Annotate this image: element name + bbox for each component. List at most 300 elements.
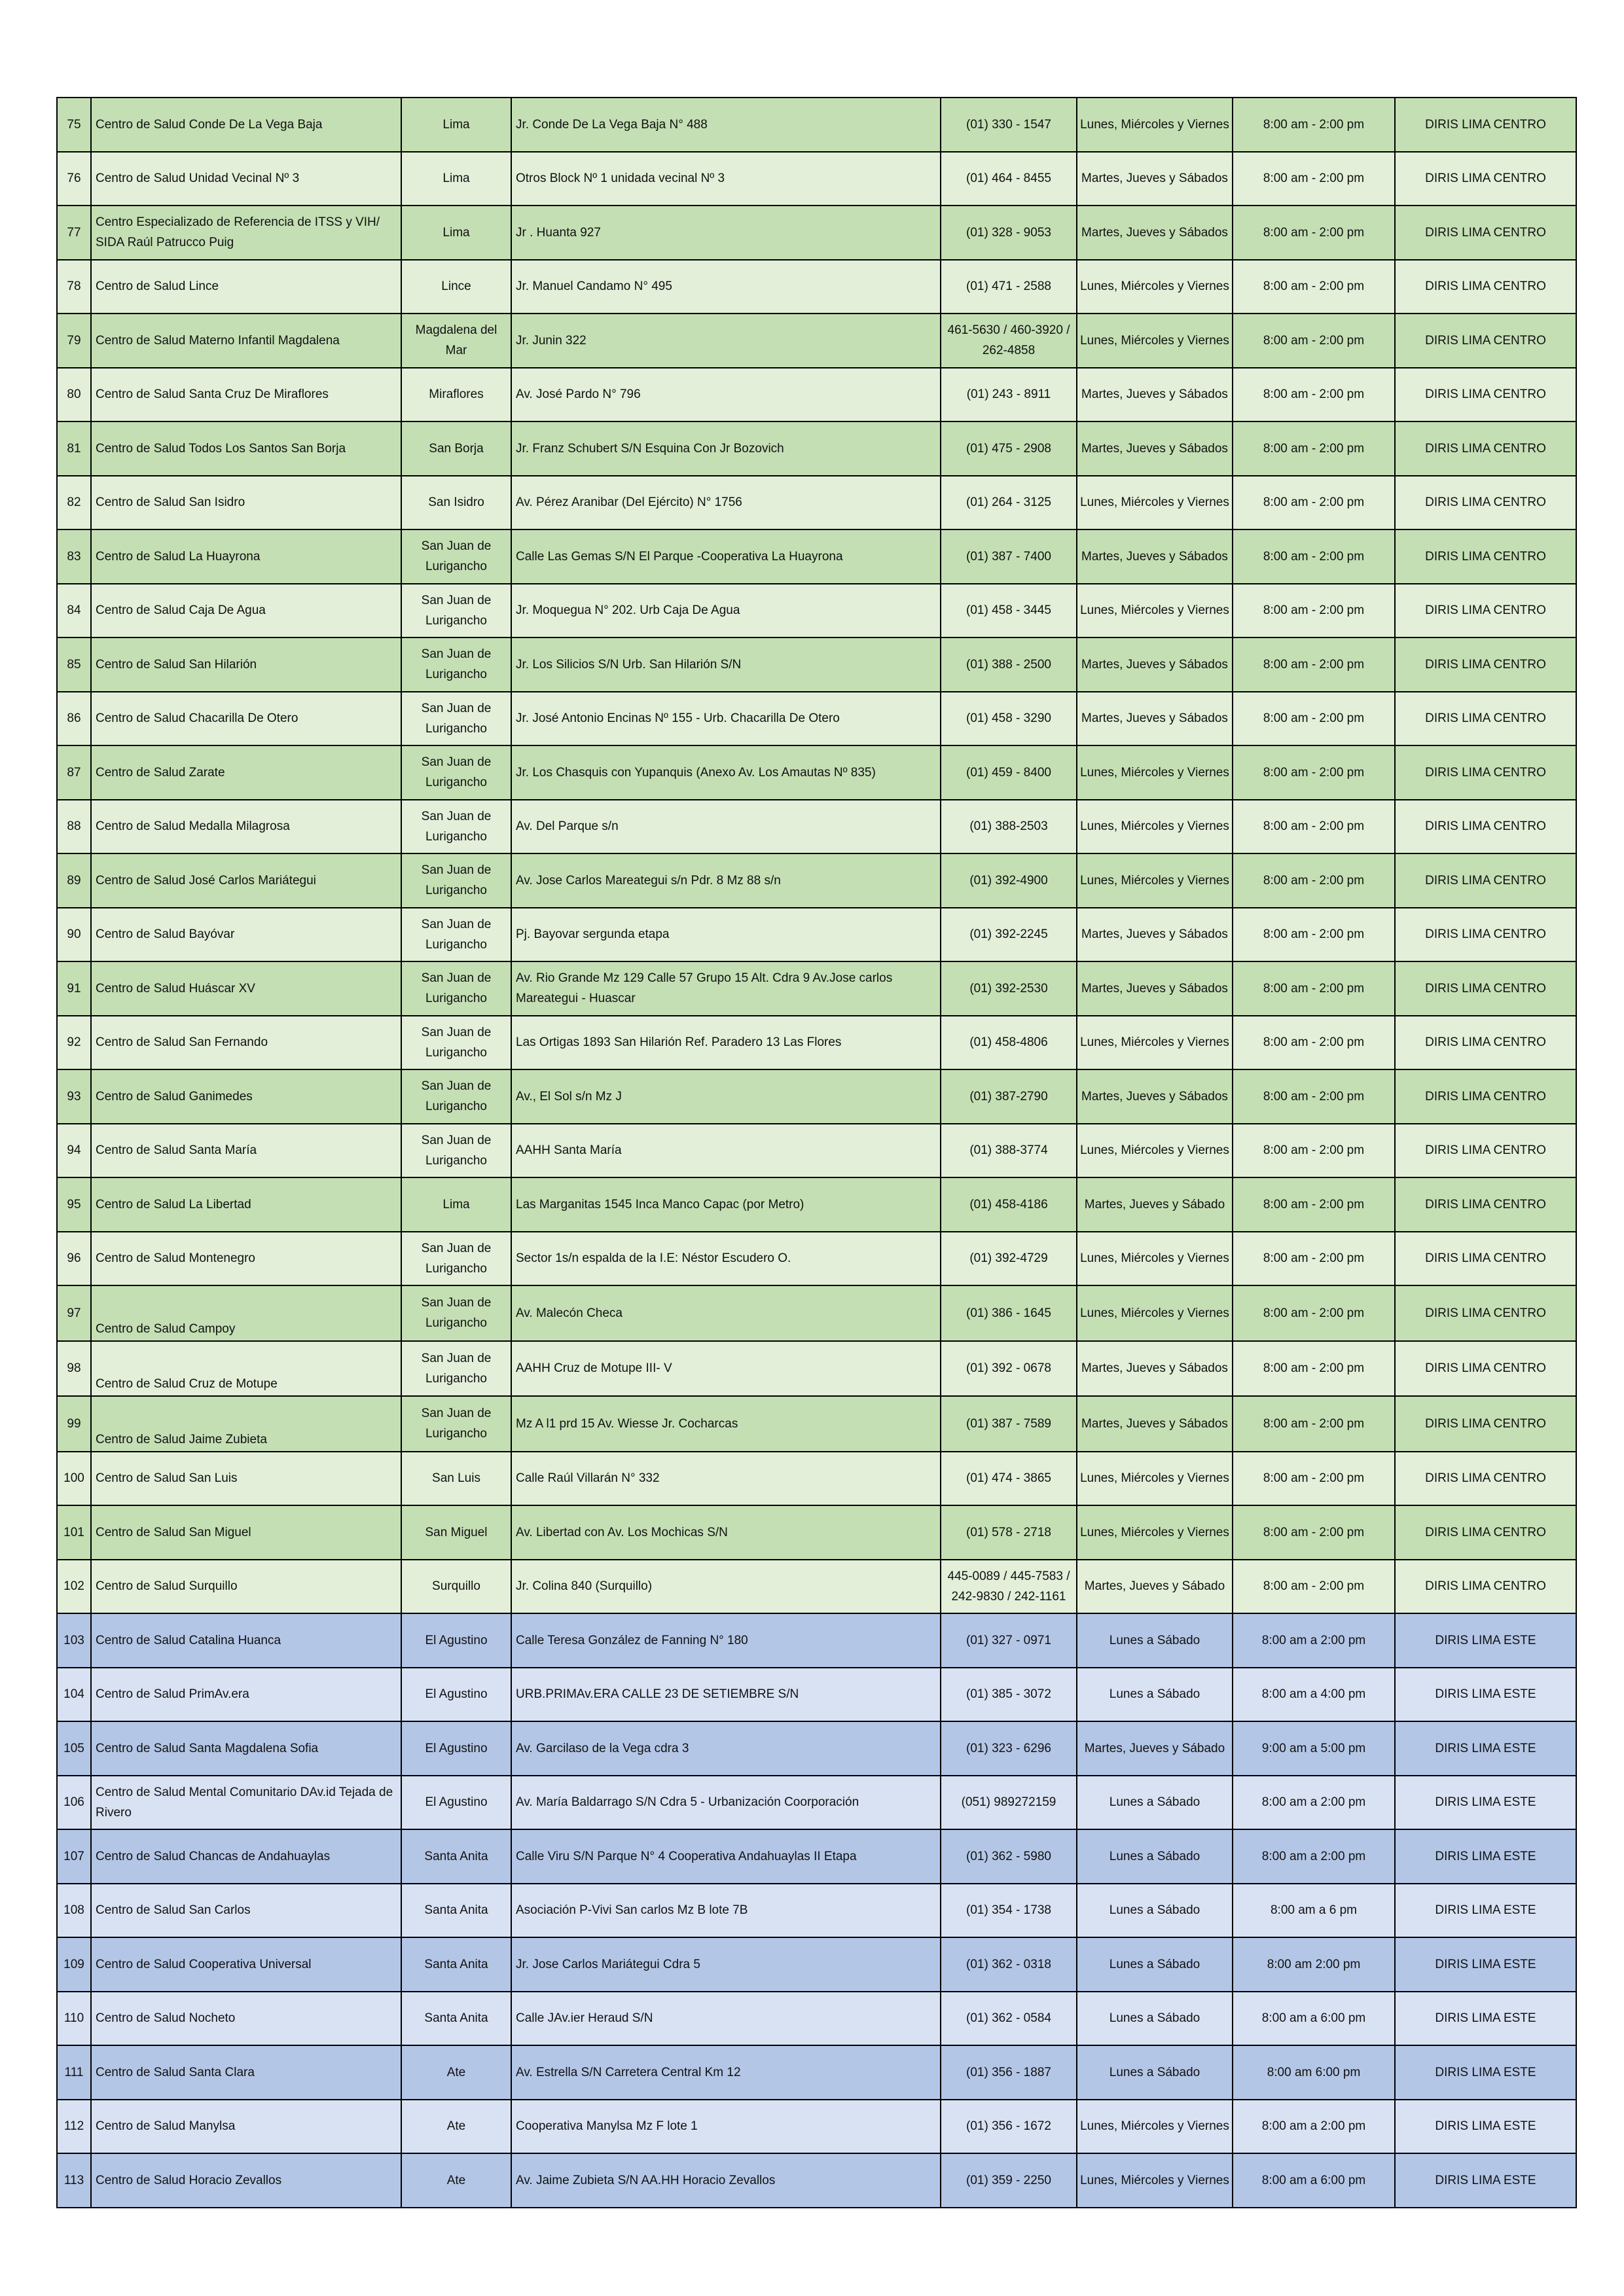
service-days-cell: Martes, Jueves y Sábados: [1077, 1396, 1233, 1452]
diris-cell: DIRIS LIMA ESTE: [1395, 2045, 1576, 2100]
diris-cell: DIRIS LIMA CENTRO: [1395, 692, 1576, 746]
district-cell: San Borja: [401, 422, 511, 476]
row-number-cell: 99: [57, 1396, 91, 1452]
phone-cell: (01) 323 - 6296: [941, 1721, 1077, 1776]
district-cell: El Agustino: [401, 1776, 511, 1830]
table-row: [57, 584, 1576, 638]
address-cell: Jr. Jose Carlos Mariátegui Cdra 5: [511, 1937, 941, 1992]
row-number-cell: 96: [57, 1232, 91, 1286]
center-name-cell: Centro de Salud San Luis: [91, 1452, 401, 1506]
address-cell: Av. Pérez Aranibar (Del Ejército) N° 1756: [511, 476, 941, 530]
service-days-cell: Lunes a Sábado: [1077, 1613, 1233, 1668]
row-number-cell: 77: [57, 206, 91, 260]
address-cell: Av. Jaime Zubieta S/N AA.HH Horacio Zevallos: [511, 2153, 941, 2208]
center-name-cell: Centro de Salud Surquillo: [91, 1560, 401, 1614]
district-cell: Surquillo: [401, 1560, 511, 1614]
address-cell: Pj. Bayovar sergunda etapa: [511, 908, 941, 962]
service-days-cell: Martes, Jueves y Sábado: [1077, 1560, 1233, 1614]
district-cell: San Juan de Lurigancho: [401, 1341, 511, 1397]
diris-cell: DIRIS LIMA CENTRO: [1395, 800, 1576, 854]
phone-cell: (01) 387-2790: [941, 1069, 1077, 1124]
row-number-cell: 85: [57, 637, 91, 692]
service-hours-cell: 8:00 am - 2:00 pm: [1233, 1177, 1395, 1232]
service-hours-cell: 8:00 am a 6:00 pm: [1233, 1992, 1395, 2046]
center-name-cell: Centro de Salud Nocheto: [91, 1992, 401, 2046]
diris-cell: DIRIS LIMA CENTRO: [1395, 529, 1576, 584]
diris-cell: DIRIS LIMA ESTE: [1395, 1776, 1576, 1830]
phone-cell: (01) 471 - 2588: [941, 260, 1077, 314]
phone-cell: (01) 388-2503: [941, 800, 1077, 854]
table-row: [57, 1069, 1576, 1124]
diris-cell: DIRIS LIMA CENTRO: [1395, 98, 1576, 152]
service-hours-cell: 8:00 am a 2:00 pm: [1233, 2100, 1395, 2154]
center-name-cell: Centro de Salud Santa Cruz De Miraflores: [91, 368, 401, 422]
center-name-cell: Centro de Salud Medalla Milagrosa: [91, 800, 401, 854]
center-name-cell: Centro de Salud Santa Magdalena Sofia: [91, 1721, 401, 1776]
center-name-cell: Centro de Salud Chancas de Andahuaylas: [91, 1829, 401, 1884]
diris-cell: DIRIS LIMA ESTE: [1395, 1992, 1576, 2046]
diris-cell: DIRIS LIMA ESTE: [1395, 1668, 1576, 1722]
center-name-cell: Centro de Salud Caja De Agua: [91, 584, 401, 638]
row-number-cell: 83: [57, 529, 91, 584]
diris-cell: DIRIS LIMA CENTRO: [1395, 260, 1576, 314]
service-hours-cell: 8:00 am - 2:00 pm: [1233, 1452, 1395, 1506]
diris-cell: DIRIS LIMA CENTRO: [1395, 961, 1576, 1016]
phone-cell: (01) 458 - 3290: [941, 692, 1077, 746]
table-row: [57, 1776, 1576, 1830]
center-name-cell: Centro de Salud La Libertad: [91, 1177, 401, 1232]
service-hours-cell: 8:00 am - 2:00 pm: [1233, 1232, 1395, 1286]
row-number-cell: 91: [57, 961, 91, 1016]
table-row: [57, 961, 1576, 1016]
district-cell: San Juan de Lurigancho: [401, 584, 511, 638]
center-name-cell: Centro de Salud José Carlos Mariátegui: [91, 853, 401, 908]
service-hours-cell: 8:00 am a 6 pm: [1233, 1884, 1395, 1938]
row-number-cell: 95: [57, 1177, 91, 1232]
diris-cell: DIRIS LIMA ESTE: [1395, 2153, 1576, 2208]
diris-cell: DIRIS LIMA CENTRO: [1395, 152, 1576, 206]
diris-cell: DIRIS LIMA CENTRO: [1395, 1232, 1576, 1286]
phone-cell: (01) 327 - 0971: [941, 1613, 1077, 1668]
row-number-cell: 112: [57, 2100, 91, 2154]
table-row: [57, 853, 1576, 908]
phone-cell: (01) 264 - 3125: [941, 476, 1077, 530]
district-cell: San Isidro: [401, 476, 511, 530]
row-number-cell: 92: [57, 1016, 91, 1070]
diris-cell: DIRIS LIMA CENTRO: [1395, 1016, 1576, 1070]
address-cell: Av. María Baldarrago S/N Cdra 5 - Urbanización Coorporación: [511, 1776, 941, 1830]
service-hours-cell: 8:00 am 6:00 pm: [1233, 2045, 1395, 2100]
district-cell: Miraflores: [401, 368, 511, 422]
phone-cell: (01) 386 - 1645: [941, 1285, 1077, 1341]
phone-cell: (01) 474 - 3865: [941, 1452, 1077, 1506]
service-hours-cell: 8:00 am a 2:00 pm: [1233, 1613, 1395, 1668]
table-row: [57, 529, 1576, 584]
table-row: [57, 152, 1576, 206]
row-number-cell: 97: [57, 1285, 91, 1341]
row-number-cell: 80: [57, 368, 91, 422]
center-name-cell: Centro de Salud San Fernando: [91, 1016, 401, 1070]
district-cell: San Juan de Lurigancho: [401, 853, 511, 908]
service-hours-cell: 8:00 am - 2:00 pm: [1233, 152, 1395, 206]
district-cell: El Agustino: [401, 1613, 511, 1668]
row-number-cell: 88: [57, 800, 91, 854]
table-row: [57, 692, 1576, 746]
district-cell: Lima: [401, 1177, 511, 1232]
service-days-cell: Martes, Jueves y Sábados: [1077, 908, 1233, 962]
service-hours-cell: 8:00 am - 2:00 pm: [1233, 314, 1395, 368]
table-row: [57, 2153, 1576, 2208]
diris-cell: DIRIS LIMA CENTRO: [1395, 637, 1576, 692]
row-number-cell: 102: [57, 1560, 91, 1614]
address-cell: Jr. Manuel Candamo N° 495: [511, 260, 941, 314]
row-number-cell: 98: [57, 1341, 91, 1397]
center-name-cell: Centro Especializado de Referencia de ITSS y VIH/ SIDA Raúl Patrucco Puig: [91, 206, 401, 260]
table-row: [57, 260, 1576, 314]
service-days-cell: Lunes, Miércoles y Viernes: [1077, 2153, 1233, 2208]
phone-cell: (01) 464 - 8455: [941, 152, 1077, 206]
row-number-cell: 104: [57, 1668, 91, 1722]
center-name-cell: Centro de Salud Lince: [91, 260, 401, 314]
table-row: [57, 206, 1576, 260]
service-days-cell: Martes, Jueves y Sábados: [1077, 529, 1233, 584]
service-days-cell: Lunes a Sábado: [1077, 1829, 1233, 1884]
phone-cell: (01) 330 - 1547: [941, 98, 1077, 152]
address-cell: Jr. Junin 322: [511, 314, 941, 368]
row-number-cell: 89: [57, 853, 91, 908]
address-cell: Jr. Moquegua N° 202. Urb Caja De Agua: [511, 584, 941, 638]
phone-cell: (01) 459 - 8400: [941, 745, 1077, 800]
service-hours-cell: 8:00 am - 2:00 pm: [1233, 1285, 1395, 1341]
diris-cell: DIRIS LIMA CENTRO: [1395, 1285, 1576, 1341]
service-hours-cell: 9:00 am a 5:00 pm: [1233, 1721, 1395, 1776]
service-days-cell: Lunes, Miércoles y Viernes: [1077, 1016, 1233, 1070]
district-cell: San Juan de Lurigancho: [401, 1232, 511, 1286]
center-name-cell: Centro de Salud San Isidro: [91, 476, 401, 530]
phone-cell: (01) 388 - 2500: [941, 637, 1077, 692]
address-cell: Calle JAv.ier Heraud S/N: [511, 1992, 941, 2046]
phone-cell: 461-5630 / 460-3920 / 262-4858: [941, 314, 1077, 368]
service-days-cell: Lunes a Sábado: [1077, 1884, 1233, 1938]
service-days-cell: Lunes, Miércoles y Viernes: [1077, 314, 1233, 368]
row-number-cell: 86: [57, 692, 91, 746]
center-name-cell: Centro de Salud Manylsa: [91, 2100, 401, 2154]
health-centers-table: [56, 97, 1577, 2208]
district-cell: San Miguel: [401, 1505, 511, 1560]
phone-cell: (01) 578 - 2718: [941, 1505, 1077, 1560]
address-cell: URB.PRIMAv.ERA CALLE 23 DE SETIEMBRE S/N: [511, 1668, 941, 1722]
diris-cell: DIRIS LIMA CENTRO: [1395, 908, 1576, 962]
phone-cell: (01) 392 - 0678: [941, 1341, 1077, 1397]
center-name-cell: Centro de Salud San Hilarión: [91, 637, 401, 692]
district-cell: Lima: [401, 206, 511, 260]
service-hours-cell: 8:00 am 2:00 pm: [1233, 1937, 1395, 1992]
row-number-cell: 107: [57, 1829, 91, 1884]
phone-cell: (01) 392-4729: [941, 1232, 1077, 1286]
phone-cell: (01) 385 - 3072: [941, 1668, 1077, 1722]
table-row: [57, 1016, 1576, 1070]
service-hours-cell: 8:00 am - 2:00 pm: [1233, 206, 1395, 260]
service-hours-cell: 8:00 am - 2:00 pm: [1233, 584, 1395, 638]
diris-cell: DIRIS LIMA CENTRO: [1395, 422, 1576, 476]
phone-cell: (01) 243 - 8911: [941, 368, 1077, 422]
service-hours-cell: 8:00 am - 2:00 pm: [1233, 1505, 1395, 1560]
diris-cell: DIRIS LIMA CENTRO: [1395, 206, 1576, 260]
diris-cell: DIRIS LIMA CENTRO: [1395, 1177, 1576, 1232]
district-cell: Lima: [401, 152, 511, 206]
address-cell: Calle Las Gemas S/N El Parque -Cooperativa La Huayrona: [511, 529, 941, 584]
address-cell: Calle Raúl Villarán N° 332: [511, 1452, 941, 1506]
address-cell: Av. Del Parque s/n: [511, 800, 941, 854]
service-days-cell: Lunes a Sábado: [1077, 1992, 1233, 2046]
address-cell: Av. Malecón Checa: [511, 1285, 941, 1341]
phone-cell: (01) 388-3774: [941, 1124, 1077, 1178]
district-cell: San Juan de Lurigancho: [401, 1124, 511, 1178]
center-name-cell: Centro de Salud PrimAv.era: [91, 1668, 401, 1722]
service-hours-cell: 8:00 am - 2:00 pm: [1233, 1016, 1395, 1070]
table-row: [57, 1505, 1576, 1560]
address-cell: Av. José Pardo N° 796: [511, 368, 941, 422]
row-number-cell: 111: [57, 2045, 91, 2100]
table-row: [57, 637, 1576, 692]
row-number-cell: 84: [57, 584, 91, 638]
service-days-cell: Lunes, Miércoles y Viernes: [1077, 1124, 1233, 1178]
table-row: [57, 2100, 1576, 2154]
service-days-cell: Martes, Jueves y Sábados: [1077, 368, 1233, 422]
service-days-cell: Martes, Jueves y Sábados: [1077, 1341, 1233, 1397]
address-cell: Otros Block Nº 1 unidada vecinal Nº 3: [511, 152, 941, 206]
service-hours-cell: 8:00 am - 2:00 pm: [1233, 1396, 1395, 1452]
address-cell: Cooperativa Manylsa Mz F lote 1: [511, 2100, 941, 2154]
district-cell: San Juan de Lurigancho: [401, 637, 511, 692]
row-number-cell: 75: [57, 98, 91, 152]
district-cell: San Juan de Lurigancho: [401, 908, 511, 962]
table-row: [57, 1992, 1576, 2046]
center-name-cell: Centro de Salud Jaime Zubieta: [91, 1396, 401, 1452]
phone-cell: (01) 362 - 0584: [941, 1992, 1077, 2046]
row-number-cell: 100: [57, 1452, 91, 1506]
table-row: [57, 1452, 1576, 1506]
district-cell: San Juan de Lurigancho: [401, 1069, 511, 1124]
service-days-cell: Lunes, Miércoles y Viernes: [1077, 745, 1233, 800]
center-name-cell: Centro de Salud Mental Comunitario DAv.id Tejada de Rivero: [91, 1776, 401, 1830]
center-name-cell: Centro de Salud Chacarilla De Otero: [91, 692, 401, 746]
service-hours-cell: 8:00 am - 2:00 pm: [1233, 98, 1395, 152]
phone-cell: (01) 362 - 5980: [941, 1829, 1077, 1884]
phone-cell: (01) 475 - 2908: [941, 422, 1077, 476]
service-hours-cell: 8:00 am - 2:00 pm: [1233, 637, 1395, 692]
address-cell: Jr. Conde De La Vega Baja N° 488: [511, 98, 941, 152]
table-row: [57, 368, 1576, 422]
phone-cell: (01) 387 - 7400: [941, 529, 1077, 584]
service-days-cell: Lunes, Miércoles y Viernes: [1077, 98, 1233, 152]
address-cell: Asociación P-Vivi San carlos Mz B lote 7B: [511, 1884, 941, 1938]
address-cell: Calle Viru S/N Parque N° 4 Cooperativa Andahuaylas II Etapa: [511, 1829, 941, 1884]
district-cell: San Juan de Lurigancho: [401, 529, 511, 584]
district-cell: San Juan de Lurigancho: [401, 800, 511, 854]
diris-cell: DIRIS LIMA CENTRO: [1395, 1452, 1576, 1506]
service-days-cell: Lunes, Miércoles y Viernes: [1077, 1285, 1233, 1341]
service-days-cell: Lunes, Miércoles y Viernes: [1077, 2100, 1233, 2154]
table-row: [57, 1829, 1576, 1884]
phone-cell: (01) 359 - 2250: [941, 2153, 1077, 2208]
address-cell: Mz A l1 prd 15 Av. Wiesse Jr. Cocharcas: [511, 1396, 941, 1452]
row-number-cell: 109: [57, 1937, 91, 1992]
district-cell: San Juan de Lurigancho: [401, 1016, 511, 1070]
center-name-cell: Centro de Salud Conde De La Vega Baja: [91, 98, 401, 152]
service-hours-cell: 8:00 am - 2:00 pm: [1233, 476, 1395, 530]
phone-cell: (01) 392-2530: [941, 961, 1077, 1016]
table-row: [57, 98, 1576, 152]
service-hours-cell: 8:00 am - 2:00 pm: [1233, 529, 1395, 584]
address-cell: Las Ortigas 1893 San Hilarión Ref. Paradero 13 Las Flores: [511, 1016, 941, 1070]
service-days-cell: Lunes a Sábado: [1077, 2045, 1233, 2100]
phone-cell: (01) 458-4806: [941, 1016, 1077, 1070]
table-row: [57, 2045, 1576, 2100]
table-row: [57, 1341, 1576, 1397]
phone-cell: (01) 387 - 7589: [941, 1396, 1077, 1452]
address-cell: Jr. Los Silicios S/N Urb. San Hilarión S/N: [511, 637, 941, 692]
diris-cell: DIRIS LIMA ESTE: [1395, 1884, 1576, 1938]
service-days-cell: Lunes, Miércoles y Viernes: [1077, 260, 1233, 314]
row-number-cell: 101: [57, 1505, 91, 1560]
address-cell: Jr . Huanta 927: [511, 206, 941, 260]
row-number-cell: 106: [57, 1776, 91, 1830]
service-days-cell: Lunes a Sábado: [1077, 1937, 1233, 1992]
row-number-cell: 81: [57, 422, 91, 476]
diris-cell: DIRIS LIMA CENTRO: [1395, 368, 1576, 422]
center-name-cell: Centro de Salud Montenegro: [91, 1232, 401, 1286]
table-row: [57, 1396, 1576, 1452]
table-row: [57, 908, 1576, 962]
row-number-cell: 94: [57, 1124, 91, 1178]
service-hours-cell: 8:00 am - 2:00 pm: [1233, 1069, 1395, 1124]
service-days-cell: Martes, Jueves y Sábados: [1077, 1069, 1233, 1124]
table-row: [57, 745, 1576, 800]
address-cell: Calle Teresa González de Fanning N° 180: [511, 1613, 941, 1668]
address-cell: Sector 1s/n espalda de la I.E: Néstor Escudero O.: [511, 1232, 941, 1286]
table-row: [57, 1177, 1576, 1232]
phone-cell: (01) 328 - 9053: [941, 206, 1077, 260]
diris-cell: DIRIS LIMA CENTRO: [1395, 1560, 1576, 1614]
district-cell: San Juan de Lurigancho: [401, 1285, 511, 1341]
address-cell: Av. Libertad con Av. Los Mochicas S/N: [511, 1505, 941, 1560]
diris-cell: DIRIS LIMA CENTRO: [1395, 1069, 1576, 1124]
service-days-cell: Martes, Jueves y Sábados: [1077, 961, 1233, 1016]
service-hours-cell: 8:00 am - 2:00 pm: [1233, 422, 1395, 476]
service-days-cell: Martes, Jueves y Sábados: [1077, 637, 1233, 692]
phone-cell: (01) 356 - 1672: [941, 2100, 1077, 2154]
service-days-cell: Martes, Jueves y Sábado: [1077, 1721, 1233, 1776]
address-cell: Jr. Franz Schubert S/N Esquina Con Jr Bozovich: [511, 422, 941, 476]
table-row: [57, 476, 1576, 530]
service-days-cell: Lunes a Sábado: [1077, 1776, 1233, 1830]
table-row: [57, 314, 1576, 368]
service-hours-cell: 8:00 am a 2:00 pm: [1233, 1776, 1395, 1830]
service-days-cell: Lunes, Miércoles y Viernes: [1077, 800, 1233, 854]
district-cell: Santa Anita: [401, 1937, 511, 1992]
service-hours-cell: 8:00 am - 2:00 pm: [1233, 1341, 1395, 1397]
row-number-cell: 105: [57, 1721, 91, 1776]
district-cell: El Agustino: [401, 1668, 511, 1722]
table-row: [57, 1285, 1576, 1341]
center-name-cell: Centro de Salud Catalina Huanca: [91, 1613, 401, 1668]
diris-cell: DIRIS LIMA CENTRO: [1395, 476, 1576, 530]
phone-cell: (01) 458-4186: [941, 1177, 1077, 1232]
district-cell: San Juan de Lurigancho: [401, 1396, 511, 1452]
diris-cell: DIRIS LIMA ESTE: [1395, 1613, 1576, 1668]
service-hours-cell: 8:00 am - 2:00 pm: [1233, 800, 1395, 854]
row-number-cell: 78: [57, 260, 91, 314]
row-number-cell: 93: [57, 1069, 91, 1124]
diris-cell: DIRIS LIMA ESTE: [1395, 1721, 1576, 1776]
diris-cell: DIRIS LIMA CENTRO: [1395, 1124, 1576, 1178]
district-cell: Ate: [401, 2045, 511, 2100]
center-name-cell: Centro de Salud Huáscar XV: [91, 961, 401, 1016]
center-name-cell: Centro de Salud Santa Clara: [91, 2045, 401, 2100]
center-name-cell: Centro de Salud Cruz de Motupe: [91, 1341, 401, 1397]
service-hours-cell: 8:00 am - 2:00 pm: [1233, 745, 1395, 800]
diris-cell: DIRIS LIMA CENTRO: [1395, 1341, 1576, 1397]
address-cell: Av. Garcilaso de la Vega cdra 3: [511, 1721, 941, 1776]
district-cell: San Juan de Lurigancho: [401, 745, 511, 800]
table-row: [57, 800, 1576, 854]
district-cell: Lince: [401, 260, 511, 314]
service-hours-cell: 8:00 am - 2:00 pm: [1233, 1124, 1395, 1178]
diris-cell: DIRIS LIMA ESTE: [1395, 1937, 1576, 1992]
service-days-cell: Martes, Jueves y Sábados: [1077, 422, 1233, 476]
phone-cell: 445-0089 / 445-7583 / 242-9830 / 242-1161: [941, 1560, 1077, 1614]
district-cell: Santa Anita: [401, 1992, 511, 2046]
address-cell: Av. Estrella S/N Carretera Central Km 12: [511, 2045, 941, 2100]
table-row: [57, 1721, 1576, 1776]
service-days-cell: Lunes, Miércoles y Viernes: [1077, 1505, 1233, 1560]
center-name-cell: Centro de Salud Horacio Zevallos: [91, 2153, 401, 2208]
center-name-cell: Centro de Salud Cooperativa Universal: [91, 1937, 401, 1992]
service-hours-cell: 8:00 am - 2:00 pm: [1233, 692, 1395, 746]
address-cell: Jr. Colina 840 (Surquillo): [511, 1560, 941, 1614]
center-name-cell: Centro de Salud San Miguel: [91, 1505, 401, 1560]
center-name-cell: Centro de Salud San Carlos: [91, 1884, 401, 1938]
row-number-cell: 110: [57, 1992, 91, 2046]
service-days-cell: Lunes, Miércoles y Viernes: [1077, 1232, 1233, 1286]
address-cell: Av., El Sol s/n Mz J: [511, 1069, 941, 1124]
row-number-cell: 79: [57, 314, 91, 368]
district-cell: Santa Anita: [401, 1829, 511, 1884]
diris-cell: DIRIS LIMA CENTRO: [1395, 853, 1576, 908]
district-cell: San Juan de Lurigancho: [401, 961, 511, 1016]
table-row: [57, 1124, 1576, 1178]
address-cell: Jr. José Antonio Encinas Nº 155 - Urb. Chacarilla De Otero: [511, 692, 941, 746]
table-row: [57, 1884, 1576, 1938]
diris-cell: DIRIS LIMA CENTRO: [1395, 584, 1576, 638]
district-cell: Ate: [401, 2153, 511, 2208]
service-hours-cell: 8:00 am - 2:00 pm: [1233, 853, 1395, 908]
table-row: [57, 1668, 1576, 1722]
service-days-cell: Martes, Jueves y Sábados: [1077, 152, 1233, 206]
row-number-cell: 113: [57, 2153, 91, 2208]
service-days-cell: Martes, Jueves y Sábado: [1077, 1177, 1233, 1232]
service-hours-cell: 8:00 am - 2:00 pm: [1233, 961, 1395, 1016]
service-days-cell: Lunes, Miércoles y Viernes: [1077, 1452, 1233, 1506]
service-hours-cell: 8:00 am - 2:00 pm: [1233, 1560, 1395, 1614]
phone-cell: (01) 362 - 0318: [941, 1937, 1077, 1992]
phone-cell: (051) 989272159: [941, 1776, 1077, 1830]
diris-cell: DIRIS LIMA ESTE: [1395, 2100, 1576, 2154]
row-number-cell: 76: [57, 152, 91, 206]
service-days-cell: Lunes, Miércoles y Viernes: [1077, 853, 1233, 908]
district-cell: San Juan de Lurigancho: [401, 692, 511, 746]
